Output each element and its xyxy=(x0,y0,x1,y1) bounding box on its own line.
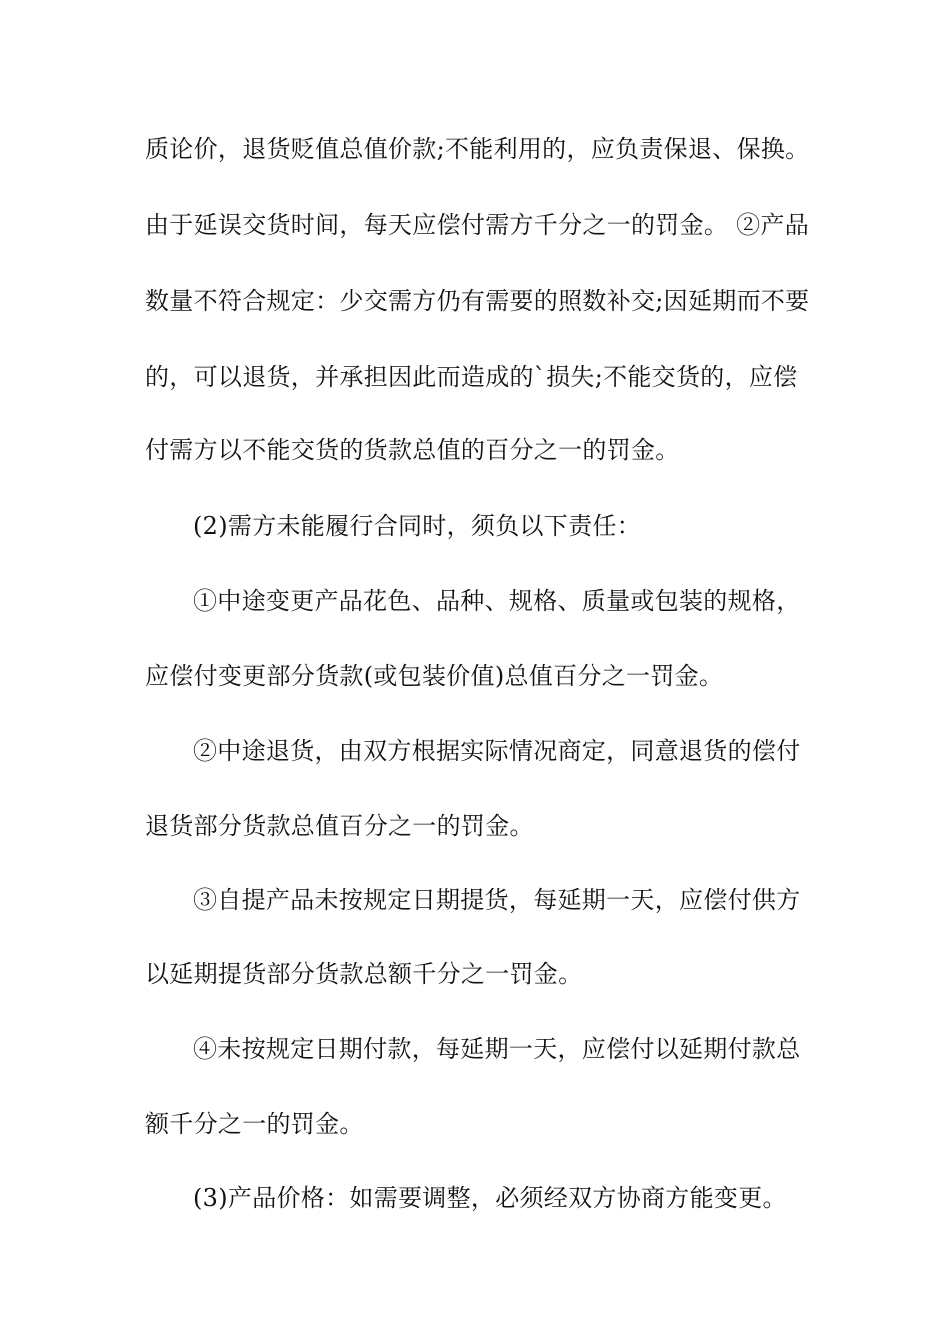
section-heading-line: (2)需方未能履行合同时，须负以下责任： xyxy=(193,512,641,540)
paragraph-line: ①中途变更产品花色、品种、规格、质量或包装的规格， xyxy=(193,587,801,615)
paragraph-line: ④未按规定日期付款，每延期一天，应偿付以延期付款总 xyxy=(193,1035,801,1063)
paragraph-line: 退货部分货款总值百分之一的罚金。 xyxy=(145,812,534,840)
paragraph-line: 质论价，退货贬值总值价款;不能利用的，应负责保退、保换。 xyxy=(145,135,810,163)
paragraph-line: 以延期提货部分货款总额千分之一罚金。 xyxy=(145,960,583,988)
paragraph-line: 的，可以退货，并承担因此而造成的`损失;不能交货的，应偿 xyxy=(145,363,798,391)
paragraph-line: 付需方以不能交货的货款总值的百分之一的罚金。 xyxy=(145,436,680,464)
paragraph-line: 由于延误交货时间，每天应偿付需方千分之一的罚金。 ②产品 xyxy=(145,211,810,239)
paragraph-line: ③自提产品未按规定日期提货，每延期一天，应偿付供方 xyxy=(193,886,801,914)
paragraph-line: 应偿付变更部分货款(或包装价值)总值百分之一罚金。 xyxy=(145,662,724,690)
paragraph-line: ②中途退货，由双方根据实际情况商定，同意退货的偿付 xyxy=(193,737,801,765)
section-heading-line: (3)产品价格：如需要调整，必须经双方协商方能变更。 xyxy=(193,1184,787,1212)
paragraph-line: 数量不符合规定：少交需方仍有需要的照数补交;因延期而不要 xyxy=(145,287,810,315)
paragraph-line: 额千分之一的罚金。 xyxy=(145,1110,364,1138)
